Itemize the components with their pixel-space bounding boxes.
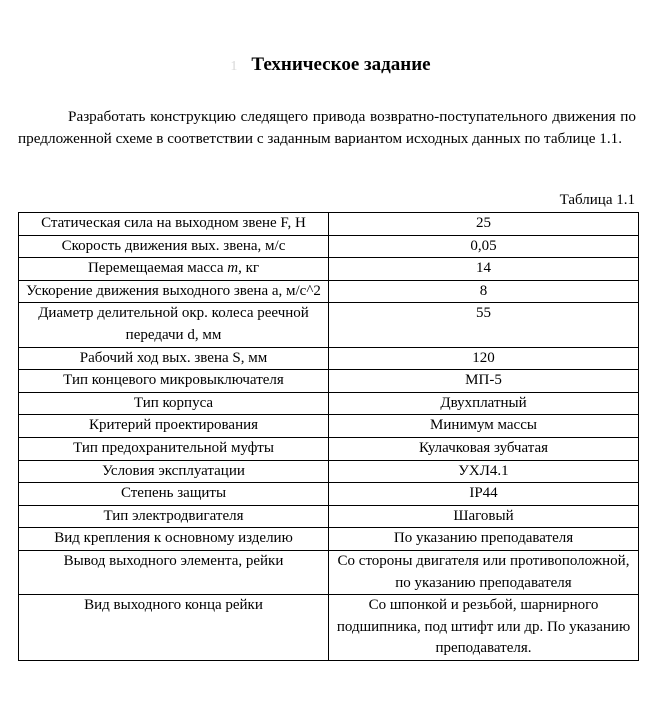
value-cell: 0,05 (329, 235, 639, 258)
value-cell: Со шпонкой и резьбой, шарнирного подшипника, под штифт или др. По указанию преподавателя. (329, 595, 639, 661)
table-row (19, 280, 639, 303)
param-cell: Скорость движения вых. звена, м/с (19, 235, 329, 258)
value-cell: По указанию преподавателя (329, 528, 639, 551)
section-number: 1 (230, 59, 238, 74)
table-row (19, 415, 639, 438)
table-row (19, 392, 639, 415)
table-row (19, 258, 639, 281)
param-cell: Тип предохранительной муфты (19, 437, 329, 460)
table-row (19, 347, 639, 370)
table-row (19, 595, 639, 661)
value-cell: Шаговый (329, 505, 639, 528)
intro-paragraph: Разработать конструкцию следящего привода возвратно-поступательного движения по предложенной схеме в соответствии с заданным вариантом исходных данных по таблице 1.1. (18, 108, 636, 147)
param-cell: Степень защиты (19, 483, 329, 506)
param-cell: Статическая сила на выходном звене F, Н (19, 213, 329, 236)
table-row (19, 437, 639, 460)
value-cell: 14 (329, 258, 639, 281)
table-row (19, 505, 639, 528)
value-cell: Кулачковая зубчатая (329, 437, 639, 460)
param-cell: Тип концевого микровыключателя (19, 370, 329, 393)
table-row (19, 483, 639, 506)
param-cell: Тип корпуса (19, 392, 329, 415)
table-row (19, 213, 639, 236)
value-cell: УХЛ4.1 (329, 460, 639, 483)
spec-table (18, 212, 639, 661)
table-row (19, 370, 639, 393)
param-cell: Диаметр делительной окр. колеса реечной передачи d, мм (19, 303, 329, 347)
table-row (19, 550, 639, 594)
table-row (19, 528, 639, 551)
param-cell (19, 258, 329, 281)
param-cell: Вид крепления к основному изделию (19, 528, 329, 551)
table-caption: Таблица 1.1 (559, 192, 635, 208)
param-symbol: m (227, 260, 239, 277)
param-cell: Рабочий ход вых. звена S, мм (19, 347, 329, 370)
title-text: Техническое задание (251, 54, 431, 75)
param-cell: Вид выходного конца рейки (19, 595, 329, 661)
value-cell: Двухплатный (329, 392, 639, 415)
table-row (19, 235, 639, 258)
value-cell: МП-5 (329, 370, 639, 393)
value-cell: 120 (329, 347, 639, 370)
value-cell: IP44 (329, 483, 639, 506)
table-row (19, 460, 639, 483)
page-title (0, 53, 661, 79)
param-cell: Тип электродвигателя (19, 505, 329, 528)
value-cell: 8 (329, 280, 639, 303)
param-cell: Ускорение движения выходного звена a, м/с^2 (19, 280, 329, 303)
value-cell: Со стороны двигателя или противоположной, по указанию преподавателя (329, 550, 639, 594)
param-text: Перемещаемая масса (87, 260, 228, 277)
value-cell: 25 (329, 213, 639, 236)
param-cell: Критерий проектирования (19, 415, 329, 438)
table-row (19, 303, 639, 347)
value-cell: Минимум массы (329, 415, 639, 438)
value-cell: 55 (329, 303, 639, 347)
param-cell: Вывод выходного элемента, рейки (19, 550, 329, 594)
param-text: , кг (238, 260, 260, 277)
param-cell: Условия эксплуатации (19, 460, 329, 483)
